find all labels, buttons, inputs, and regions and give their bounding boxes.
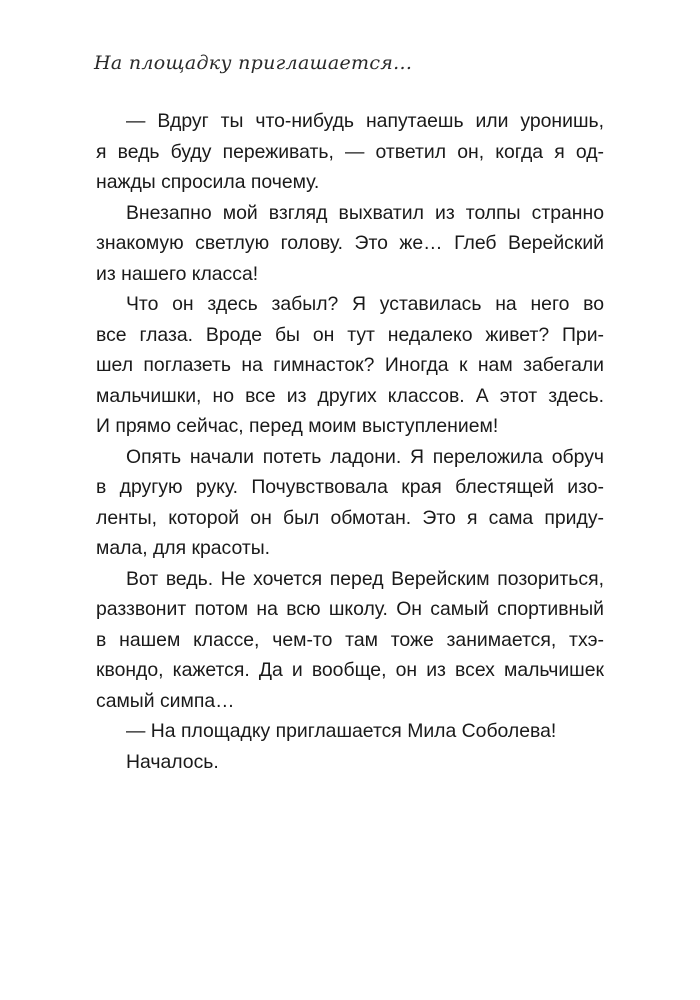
body-text — [96, 106, 604, 777]
text-line: И прямо сейчас, перед моим выступлением! — [96, 415, 499, 437]
text-line: самый симпа… — [96, 689, 235, 712]
text-line: шел поглазеть на гимнасток? Иногда к нам забегали — [96, 354, 604, 376]
text-line: из нашего класса! — [96, 262, 259, 285]
text-line: — На площадку приглашается Мила Соболева! — [126, 720, 557, 742]
text-line: нажды спросила почему. — [96, 171, 320, 193]
text-line: в нашем классе, чем-то там тоже занимается, тхэ- — [96, 628, 604, 651]
text-line: Опять начали потеть ладони. Я переложила обруч — [126, 445, 604, 468]
text-line: Вот ведь. Не хочется перед Верейским позориться, — [126, 567, 604, 590]
text-line: квондо, кажется. Да и вообще, он из всех мальчишек — [96, 659, 604, 681]
text-line: в другую руку. Почувствовала края блестящей изо- — [96, 476, 604, 498]
text-line: — Вдруг ты что-нибудь напутаешь или уронишь, — [126, 110, 604, 132]
running-head: На площадку приглашается... — [94, 52, 413, 74]
text-line: все глаза. Вроде бы он тут недалеко живет? При- — [96, 323, 604, 346]
text-line: ленты, которой он был обмотан. Это я сама приду- — [96, 506, 604, 529]
text-line: мальчишки, но все из других классов. А этот здесь. — [96, 384, 604, 407]
text-line: знакомую светлую голову. Это же… Глеб Верейский — [96, 232, 604, 254]
text-line: Что он здесь забыл? Я уставилась на него во — [126, 293, 604, 315]
text-line: Началось. — [126, 750, 219, 773]
text-line: Внезапно мой взгляд выхватил из толпы странно — [126, 201, 604, 224]
text-line: раззвонит потом на всю школу. Он самый спортивный — [96, 598, 604, 620]
text-line: я ведь буду переживать, — ответил он, когда я од- — [96, 140, 604, 163]
text-line: мала, для красоты. — [96, 537, 271, 559]
